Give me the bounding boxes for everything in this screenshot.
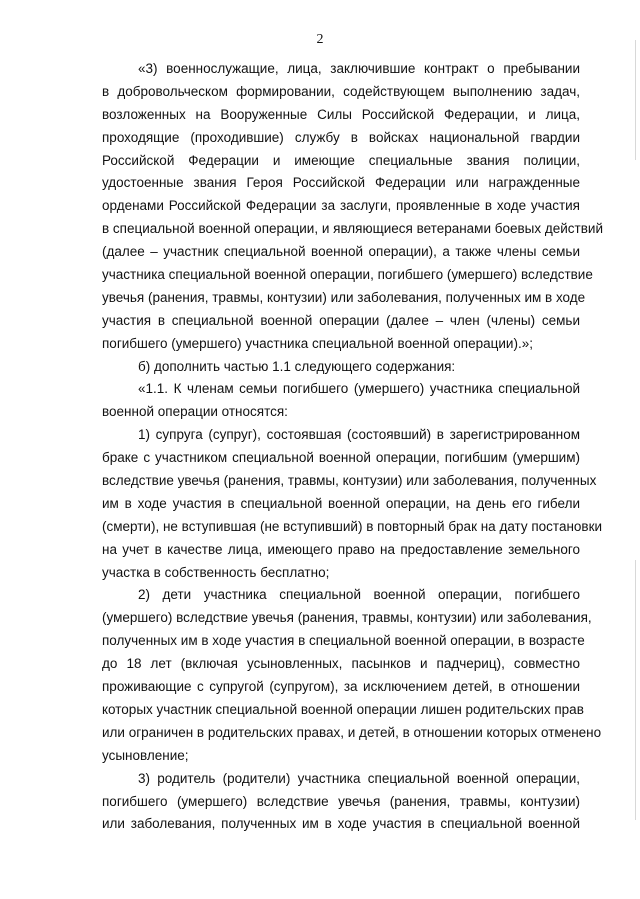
scan-edge-mark: [635, 560, 636, 820]
text-line: участка в собственность бесплатно;: [102, 564, 330, 580]
paragraph-part-1-1: [102, 378, 580, 424]
text-line: Российской Федерации и имеющие специальные звания полиции,: [102, 152, 580, 168]
text-line: в специальной военной операции, и являющиеся ветеранами боевых действий: [102, 221, 603, 237]
text-line: проживающие с супругой (супругом), за исключением детей, в отношении: [102, 679, 580, 695]
text-line: участника специальной военной операции, погибшего (умершего) вследствие: [102, 267, 593, 283]
text-line: орденами Российской Федерации за заслуги, проявленные в ходе участия: [102, 198, 580, 214]
text-line: погибшего (умершего) участника специальной военной операции).»;: [102, 335, 533, 351]
text-line: (смерти), не вступившая (не вступивший) в повторный брак на дату постановки: [102, 518, 603, 534]
text-line: или ограничен в родительских правах, и детей, в отношении которых отменено: [102, 724, 602, 740]
text-line: (далее – участник специальной военной операции), а также члены семьи: [102, 244, 580, 260]
text-line: погибшего (умершего) вследствие увечья (ранения, травмы, контузии): [102, 793, 580, 809]
text-line: до 18 лет (включая усыновленных, пасынков и падчериц), совместно: [102, 656, 580, 672]
text-line: вследствие увечья (ранения, травмы, контузии) или заболевания, полученных: [102, 473, 597, 489]
text-line: б) дополнить частью 1.1 следующего содержания:: [138, 358, 456, 374]
text-line: в добровольческом формировании, содействующем выполнению задач,: [102, 83, 580, 99]
document-body: [102, 58, 603, 836]
text-line: военной операции относятся:: [102, 404, 288, 420]
text-line: которых участник специальной военной операции лишен родительских прав: [102, 701, 584, 717]
text-line: (умершего) вследствие увечья (ранения, травмы, контузии) или заболевания,: [102, 610, 592, 626]
paragraph-item-2-children: [102, 584, 602, 767]
text-line: 3) родитель (родители) участника специальной военной операции,: [138, 770, 580, 786]
text-line: или заболевания, полученных им в ходе участия в специальной военной: [102, 816, 580, 832]
text-line: удостоенные звания Героя Российской Федерации или награжденные: [102, 175, 580, 191]
text-line: им в ходе участия в специальной военной операции, на день его гибели: [102, 495, 580, 511]
paragraph-amendment-b: [102, 356, 580, 379]
text-line: на учет в качестве лица, имеющего право на предоставление земельного: [102, 541, 580, 557]
page-number: 2: [316, 32, 324, 47]
text-line: «1.1. К членам семьи погибшего (умершего) участника специальной: [138, 381, 580, 397]
text-line: усыновление;: [102, 747, 189, 763]
paragraph-item-3-servicemen: [102, 58, 603, 356]
scan-edge-mark: [635, 40, 636, 160]
paragraph-item-1-spouse: [102, 424, 603, 584]
text-line: «3) военнослужащие, лица, заключившие контракт о пребывании: [138, 61, 580, 76]
text-line: 1) супруга (супруг), состоявшая (состоявший) в зарегистрированном: [138, 427, 580, 443]
text-line: увечья (ранения, травмы, контузии) или заболевания, полученных им в ходе: [102, 289, 586, 305]
text-line: браке с участником специальной военной операции, погибшим (умершим): [102, 450, 580, 466]
text-line: полученных им в ходе участия в специальной военной операции, в возрасте: [102, 633, 585, 649]
paragraph-item-3-parents: [102, 768, 580, 837]
text-line: возложенных на Вооруженные Силы Российской Федерации, и лица,: [102, 106, 580, 122]
text-line: проходящие (проходившие) службу в войсках национальной гвардии: [102, 129, 580, 145]
text-line: 2) дети участника специальной военной операции, погибшего: [138, 587, 580, 603]
text-line: участия в специальной военной операции (далее – член (члены) семьи: [102, 312, 580, 328]
